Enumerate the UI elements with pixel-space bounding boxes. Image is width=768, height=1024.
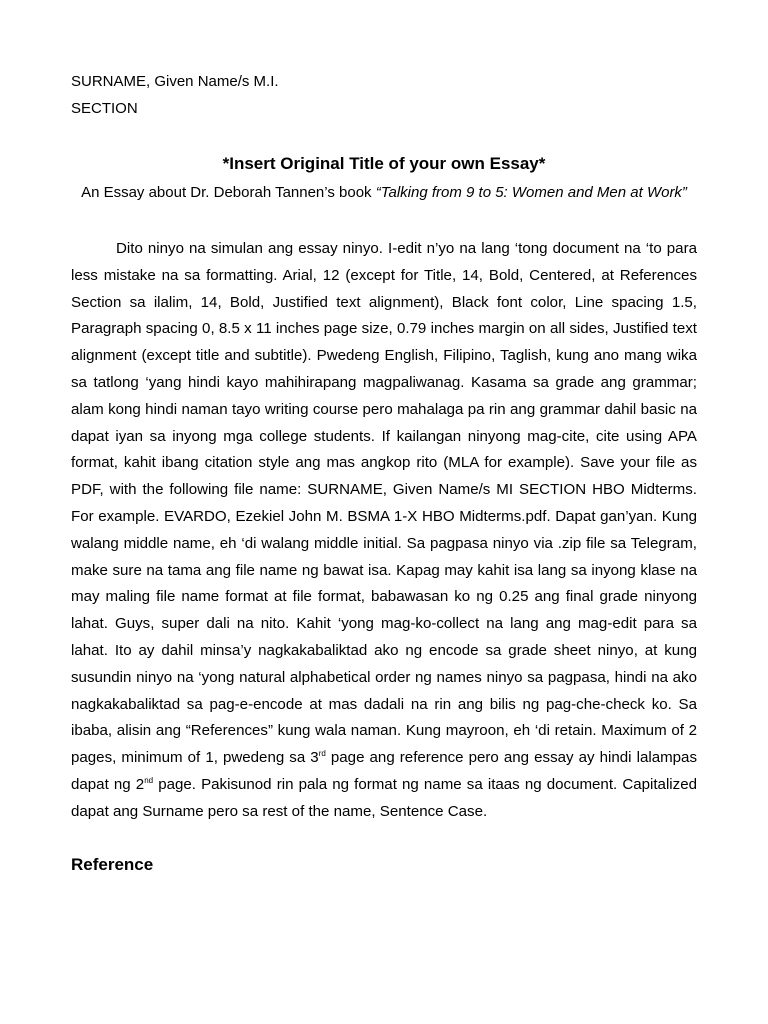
references-heading: Reference [71, 855, 154, 874]
essay-title: *Insert Original Title of your own Essay* [222, 154, 546, 173]
essay-body-paragraph [71, 236, 697, 826]
ordinal-superscript-nd: nd [144, 775, 154, 785]
section-line: SECTION [71, 100, 138, 117]
book-title: “Talking from 9 to 5: Women and Men at Work” [375, 184, 687, 201]
ordinal-superscript-rd: rd [318, 749, 326, 759]
body-text-part-3: page. Pakisunod rin pala ng format ng name sa itaas ng document. Capitalized dapat ang Surname pero sa rest of the name, Sentence Case. [71, 775, 697, 820]
subtitle-prefix: An Essay about Dr. Deborah Tannen’s book [81, 184, 376, 201]
body-text-part-2: page ang reference pero ang essay ay hindi lalampas dapat ng 2 [71, 749, 697, 793]
body-text-part-1: Dito ninyo na simulan ang essay ninyo. I-edit n’yo na lang ‘tong document na ‘to para less mistake na sa formatting. Arial, 12 (except for Title, 14, Bold, Centered, at References Section sa ilalim, 14, Bold, Justified text alignment), Black font color, Line spacing 1.5, Paragraph spacing 0, 8.5 x 11 inches page size, 0.79 inches margin on all sides, Justified text alignment (except title and subtitle). Pwedeng English, Filipino, Taglish, kung ano mang wika sa tatlong ‘yang hindi kayo mahihirapang magpaliwanag. Kasama sa grade ang grammar; alam kong hindi naman tayo writing course pero mahalaga pa rin ang grammar dahil basic na dapat iyan sa inyong mga college students. If kailangan ninyong mag-cite, cite using APA format, kahit ibang citation style ang mas angkop rito (MLA for example). Save your file as PDF, with the following file name: SURNAME, Given Name/s MI SECTION HBO Midterms. For example. EVARDO, Ezekiel John M. BSMA 1-X HBO Midterms.pdf. Dapat gan’yan. Kung walang middle name, eh ‘di walang middle initial. Sa pagpasa ninyo via .zip file sa Telegram, make sure na tama ang file name ng bawat isa. Kapag may kahit isa lang sa inyong klase na may maling file name format at file format, babawasan ko ng 0.25 ang final grade ninyong lahat. Guys, super dali na nito. Kahit ‘yong mag-ko-collect na lang ang mag-edit para sa lahat. Ito ay dahil minsa’y nagkakabaliktad ako ng encode sa grade sheet ninyo, at kung susundin ninyo na ‘yong natural alphabetical order ng names ninyo sa pagpasa, hindi na ako nagkakabaliktad sa pag-e-encode at mas dadali na rin ang bilis ng pag-che-check ko. Sa ibaba, alisin ang “References” kung wala naman. Kung mayroon, eh ‘di retain. Maximum of 2 pages, minimum of 1, pwedeng sa 3 [71, 240, 697, 767]
author-name-line: SURNAME, Given Name/s M.I. [71, 73, 279, 90]
essay-subtitle [60, 184, 708, 202]
